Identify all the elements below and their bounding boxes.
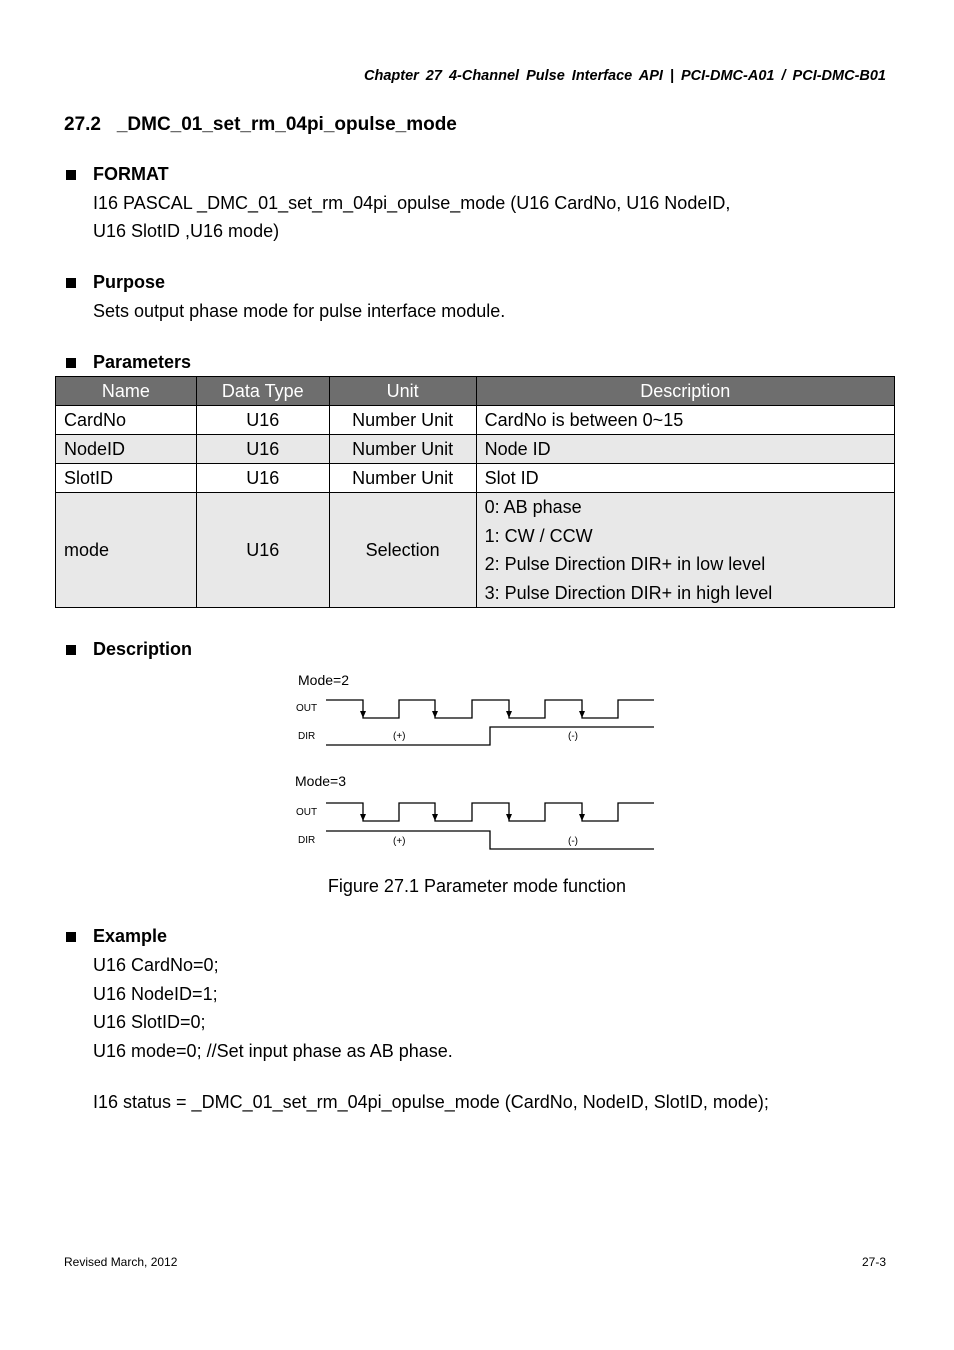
param-name: NodeID [56,435,197,464]
footer-page-number: 27-3 [861,1255,886,1269]
parameters-table [55,376,895,608]
page-header: Chapter 27 4-Channel Pulse Interface API | PCI-DMC-A01 / PCI-DMC-B01 [363,68,886,84]
purpose-text: Sets output phase mode for pulse interface module. [93,301,506,321]
format-line-2: U16 SlotID ,U16 mode) [93,221,280,241]
param-name: SlotID [56,464,197,493]
section-number: 27.2 [64,114,101,135]
example-heading-row [66,926,167,947]
table-row [56,493,895,608]
column-header: Data Type [196,377,329,406]
format-heading: FORMAT [93,164,169,184]
mode2-minus-label: (-) [568,731,578,742]
mode3-plus-label: (+) [393,836,406,847]
mode2-dir-waveform [326,727,654,745]
dir-label: DIR [298,835,316,846]
example-heading: Example [93,926,168,946]
description-heading-row [66,639,192,660]
column-header: Description [476,377,894,406]
out-label: OUT [296,807,318,818]
mode3-label: Mode=3 [295,773,346,789]
format-line-1: I16 PASCAL _DMC_01_set_rm_04pi_opulse_mode (U16 CardNo, U16 NodeID, [93,193,731,213]
param-type: U16 [196,464,329,493]
table-header-row [56,377,895,406]
param-type: U16 [196,435,329,464]
param-unit: Number Unit [329,435,476,464]
param-unit: Number Unit [329,406,476,435]
table-row [56,435,895,464]
param-desc: Slot ID [476,464,894,493]
example-call: I16 status = _DMC_01_set_rm_04pi_opulse_mode (CardNo, NodeID, SlotID, mode); [93,1092,769,1112]
example-line: U16 mode=0; //Set input phase as AB phase. [93,1041,453,1061]
param-desc [476,493,894,608]
example-line: U16 CardNo=0; [93,955,219,975]
dir-label: DIR [298,731,316,742]
mode2-out-waveform [326,700,654,718]
bullet-icon [66,278,76,288]
mode-option: 2: Pulse Direction DIR+ in low level [484,554,766,575]
out-label: OUT [296,703,318,714]
example-line: U16 SlotID=0; [93,1012,206,1032]
column-header: Unit [329,377,476,406]
format-heading-row [66,164,169,185]
mode-option: 1: CW / CCW [484,525,593,546]
description-heading: Description [93,639,193,659]
bullet-icon [66,170,76,180]
column-header: Name [56,377,197,406]
purpose-heading: Purpose [93,272,166,292]
param-type: U16 [196,406,329,435]
figure-caption: Figure 27.1 Parameter mode function [327,876,627,896]
table-row [56,406,895,435]
mode3-out-waveform [326,803,654,821]
param-unit: Selection [329,493,476,608]
timing-diagram [290,668,660,863]
param-name: CardNo [56,406,197,435]
section-name: _DMC_01_set_rm_04pi_opulse_mode [116,114,457,135]
bullet-icon [66,358,76,368]
section-title [64,114,457,136]
mode2-label: Mode=2 [298,672,349,688]
param-unit: Number Unit [329,464,476,493]
example-line: U16 NodeID=1; [93,984,218,1004]
bullet-icon [66,645,76,655]
table-row [56,464,895,493]
param-type: U16 [196,493,329,608]
purpose-heading-row [66,272,165,293]
mode-option: 0: AB phase [484,497,582,517]
mode-option: 3: Pulse Direction DIR+ in high level [484,582,773,603]
bullet-icon [66,932,76,942]
param-name: mode [56,493,197,608]
footer-revision: Revised March, 2012 [64,1255,178,1269]
mode2-plus-label: (+) [393,731,406,742]
mode3-minus-label: (-) [568,836,578,847]
mode3-dir-waveform [326,831,654,849]
parameters-heading-row [66,352,191,373]
parameters-heading: Parameters [93,352,192,372]
param-desc: CardNo is between 0~15 [476,406,894,435]
param-desc: Node ID [476,435,894,464]
